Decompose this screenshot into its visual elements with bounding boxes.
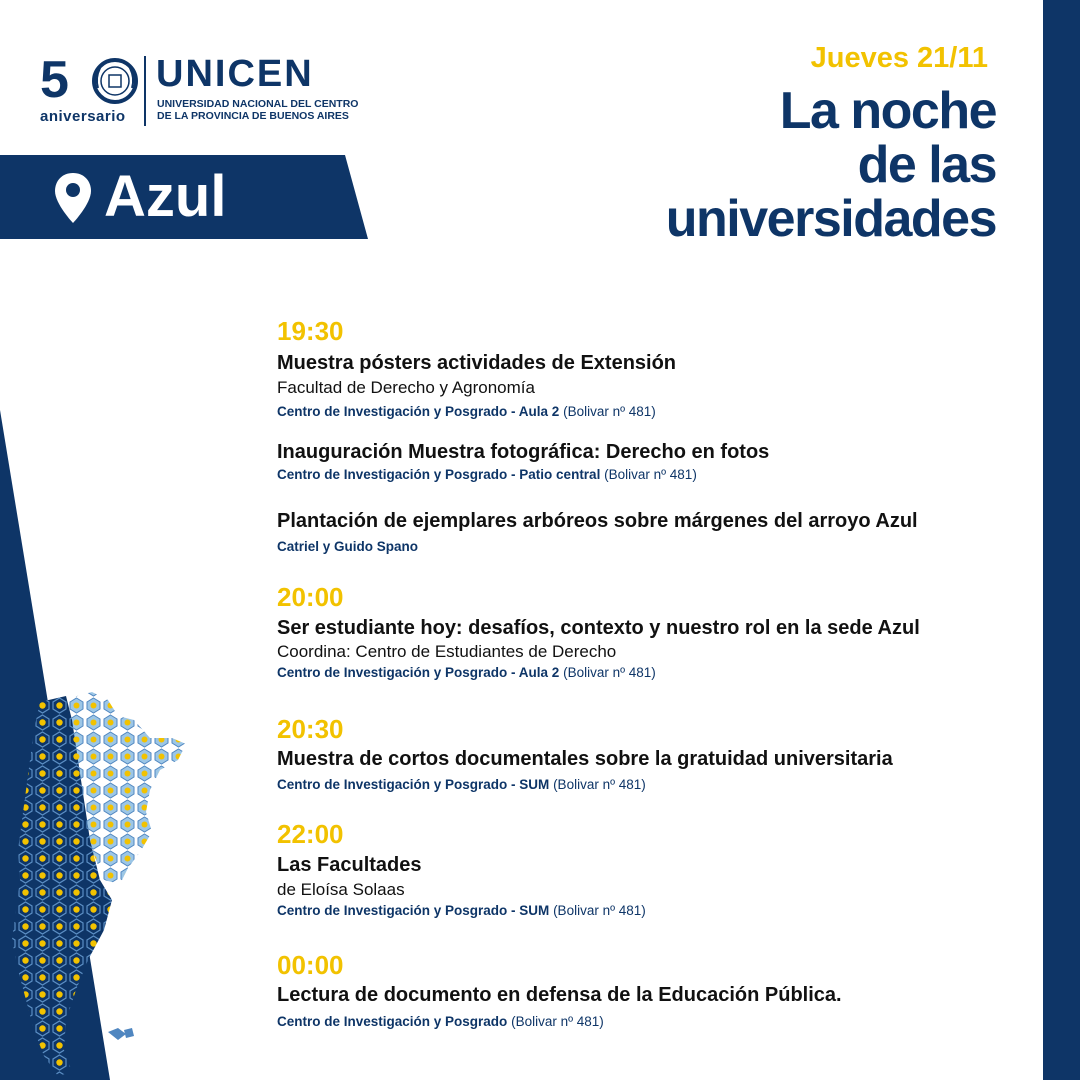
event-location [277, 664, 656, 682]
university-fullname [157, 98, 358, 122]
event-place: Catriel y Guido Spano [277, 539, 419, 554]
event-title: Muestra de cortos documentales sobre la gratuidad universitaria [277, 748, 893, 770]
event-place: Centro de Investigación y Posgrado [277, 1014, 508, 1029]
time-slot: 22:00 [277, 819, 344, 849]
event-location [277, 902, 646, 920]
event-location [277, 466, 697, 484]
event-place: Centro de Investigación y Posgrado - SUM [277, 777, 550, 792]
event-title: Muestra pósters actividades de Extensión [277, 352, 677, 374]
right-edge-bar [1043, 0, 1080, 1080]
event-title: Inauguración Muestra fotográfica: Derecho en fotos [277, 441, 770, 463]
event-subtitle: Coordina: Centro de Estudiantes de Derecho [277, 642, 617, 661]
event-location [277, 403, 656, 421]
event-location [277, 1013, 604, 1031]
time-slot: 00:00 [277, 950, 344, 980]
logo-anniversary-label: aniversario [40, 108, 126, 125]
title-line1: La noche [779, 82, 996, 140]
university-acronym: UNICEN [156, 53, 314, 95]
event-date: Jueves 21/11 [810, 42, 988, 74]
university-line2: DE LA PROVINCIA DE BUENOS AIRES [157, 110, 349, 122]
event-place: Centro de Investigación y Posgrado - SUM [277, 903, 550, 918]
city-banner [0, 155, 368, 239]
event-title: Las Facultades [277, 854, 422, 876]
title-line2: de las [857, 136, 996, 194]
logo-50: 5 [40, 51, 67, 109]
event-location [277, 538, 418, 556]
event-place: Centro de Investigación y Posgrado - Patio central [277, 467, 601, 482]
university-line1: UNIVERSIDAD NACIONAL DEL CENTRO [157, 98, 359, 110]
event-address: (Bolivar nº 481) [563, 404, 656, 419]
event-place: Centro de Investigación y Posgrado - Aula 2 [277, 404, 560, 419]
time-slot: 19:30 [277, 316, 344, 346]
page-title [666, 84, 996, 246]
event-location [277, 776, 646, 794]
event-address: (Bolivar nº 481) [511, 1014, 604, 1029]
event-place: Centro de Investigación y Posgrado - Aula 2 [277, 665, 560, 680]
map-pin-icon [53, 171, 93, 225]
logo-divider [144, 56, 146, 126]
event-address: (Bolivar nº 481) [553, 903, 646, 918]
event-subtitle: Facultad de Derecho y Agronomía [277, 378, 535, 397]
unicen-logo [40, 51, 359, 132]
event-title: Ser estudiante hoy: desafíos, contexto y nuestro rol en la sede Azul [277, 617, 920, 639]
city-name: Azul [104, 164, 227, 229]
time-slot: 20:30 [277, 714, 344, 744]
event-subtitle: de Eloísa Solaas [277, 880, 405, 899]
title-line3: universidades [665, 190, 996, 248]
event-address: (Bolivar nº 481) [563, 665, 656, 680]
university-seal-icon [92, 58, 138, 104]
malvinas-islands [108, 1028, 134, 1040]
event-address: (Bolivar nº 481) [553, 777, 646, 792]
event-address: (Bolivar nº 481) [604, 467, 697, 482]
event-title: Plantación de ejemplares arbóreos sobre márgenes del arroyo Azul [277, 510, 918, 532]
event-title: Lectura de documento en defensa de la Educación Pública. [277, 984, 842, 1006]
time-slot: 20:00 [277, 582, 344, 612]
